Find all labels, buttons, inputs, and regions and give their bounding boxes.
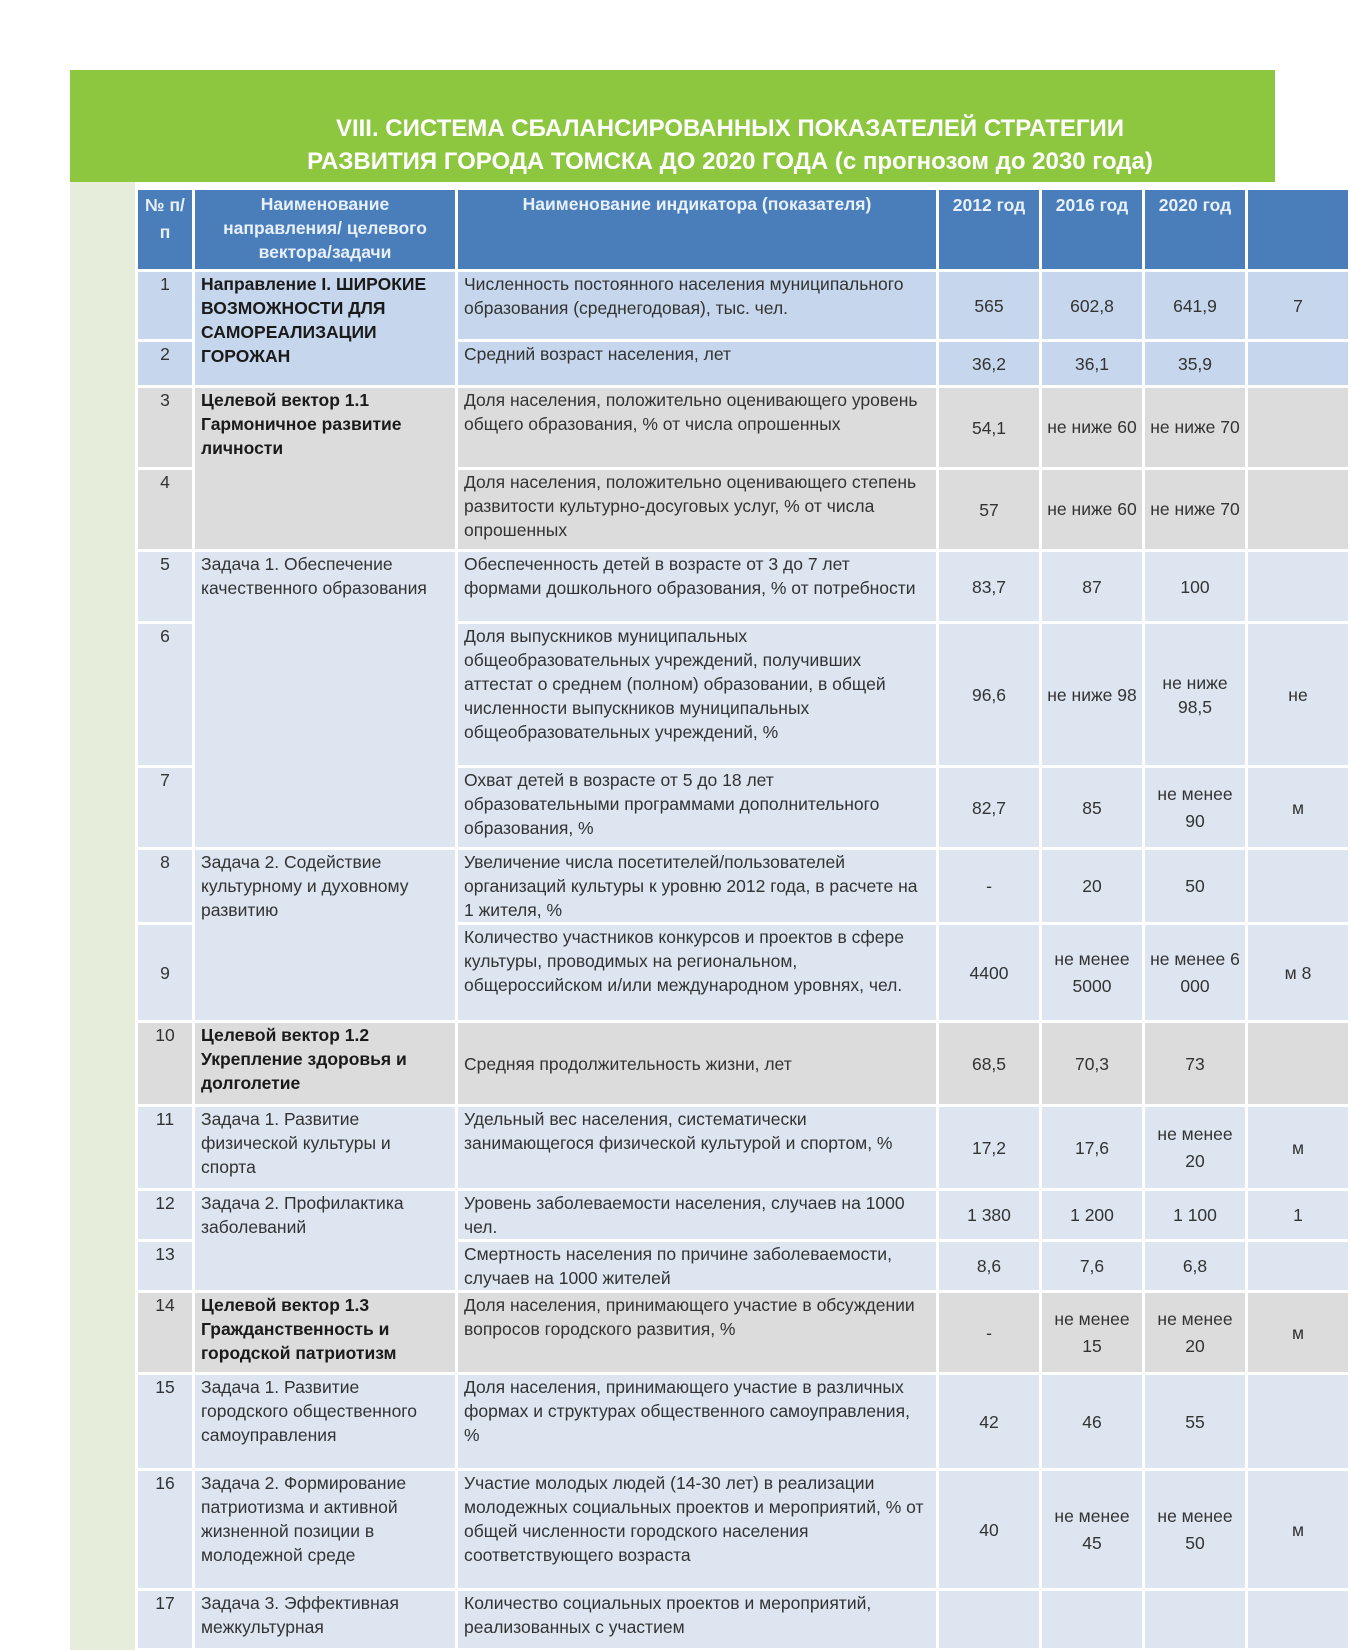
row-direction: Задача 1. Развитие городского общественного самоуправления	[194, 1374, 457, 1470]
row-indicator: Уровень заболеваемости населения, случаев на 1000 чел.	[457, 1190, 938, 1241]
row-2012	[938, 1590, 1041, 1650]
row-2030	[1247, 849, 1350, 924]
row-num: 6	[137, 623, 194, 767]
row-direction: Целевой вектор 1.3 Гражданственность и городской патриотизм	[194, 1292, 457, 1374]
row-2012: 82,7	[938, 767, 1041, 849]
table-row	[137, 551, 1350, 623]
row-2030: м	[1247, 1106, 1350, 1190]
row-direction: Задача 1. Обеспечение качественного образования	[194, 551, 457, 849]
row-2012: 96,6	[938, 623, 1041, 767]
indicators-table-wrapper	[135, 187, 1312, 1650]
table-row	[137, 1106, 1350, 1190]
row-2020: не ниже 70	[1144, 469, 1247, 551]
row-2020: 50	[1144, 849, 1247, 924]
row-2030: м	[1247, 1292, 1350, 1374]
page-title-line-2: РАЗВИТИЯ ГОРОДА ТОМСКА ДО 2020 ГОДА (с прогнозом до 2030 года)	[307, 148, 1153, 175]
col-header-2020: 2020 год	[1144, 189, 1247, 271]
row-indicator: Доля населения, принимающего участие в различных формах и структурах общественного самоуправления, %	[457, 1374, 938, 1470]
col-header-2012: 2012 год	[938, 189, 1041, 271]
row-direction: Задача 3. Эффективная межкультурная	[194, 1590, 457, 1650]
col-header-2030	[1247, 189, 1350, 271]
table-row	[137, 1374, 1350, 1470]
row-2016: 70,3	[1041, 1022, 1144, 1106]
row-num: 8	[137, 849, 194, 924]
row-num: 11	[137, 1106, 194, 1190]
col-header-indicator: Наименование индикатора (показателя)	[457, 189, 938, 271]
row-indicator: Охват детей в возрасте от 5 до 18 лет образовательными программами дополнительного образования, %	[457, 767, 938, 849]
row-2012: 54,1	[938, 387, 1041, 469]
row-2012: 42	[938, 1374, 1041, 1470]
side-strip	[70, 182, 135, 1650]
row-indicator: Обеспеченность детей в возрасте от 3 до 7 лет формами дошкольного образования, % от потребности	[457, 551, 938, 623]
row-2020: 35,9	[1144, 341, 1247, 387]
row-2020: 6,8	[1144, 1241, 1247, 1292]
row-direction: Задача 1. Развитие физической культуры и спорта	[194, 1106, 457, 1190]
row-2016: 20	[1041, 849, 1144, 924]
row-2020: не менее 50	[1144, 1470, 1247, 1590]
row-2016: 46	[1041, 1374, 1144, 1470]
row-direction: Задача 2. Профилактика заболеваний	[194, 1190, 457, 1292]
row-2016: 17,6	[1041, 1106, 1144, 1190]
row-num: 17	[137, 1590, 194, 1650]
col-header-2016: 2016 год	[1041, 189, 1144, 271]
header-row	[137, 189, 1350, 271]
row-2016: не ниже 98	[1041, 623, 1144, 767]
table-row	[137, 1590, 1350, 1650]
indicators-table	[135, 187, 1351, 1651]
row-2030: 1	[1247, 1190, 1350, 1241]
table-row	[137, 1022, 1350, 1106]
row-2020: не менее 20	[1144, 1106, 1247, 1190]
row-indicator: Смертность населения по причине заболеваемости, случаев на 1000 жителей	[457, 1241, 938, 1292]
row-indicator: Средний возраст населения, лет	[457, 341, 938, 387]
row-indicator: Количество участников конкурсов и проектов в сфере культуры, проводимых на региональном, общероссийском и/или международном уровнях, чел.	[457, 924, 938, 1022]
row-num: 13	[137, 1241, 194, 1292]
row-num: 12	[137, 1190, 194, 1241]
row-2030: 7	[1247, 271, 1350, 341]
row-2012: -	[938, 849, 1041, 924]
row-2016: не менее 15	[1041, 1292, 1144, 1374]
row-2030	[1247, 1241, 1350, 1292]
row-direction: Задача 2. Содействие культурному и духовному развитию	[194, 849, 457, 1022]
table-row	[137, 849, 1350, 924]
row-2020: не менее 20	[1144, 1292, 1247, 1374]
row-2020: 73	[1144, 1022, 1247, 1106]
row-2012: 36,2	[938, 341, 1041, 387]
row-2016: не менее 5000	[1041, 924, 1144, 1022]
row-num: 1	[137, 271, 194, 341]
row-direction: Целевой вектор 1.2 Укрепление здоровья и долголетие	[194, 1022, 457, 1106]
col-header-direction: Наименование направления/ целевого вектора/задачи	[194, 189, 457, 271]
row-num: 10	[137, 1022, 194, 1106]
row-2020: 55	[1144, 1374, 1247, 1470]
row-2020: 641,9	[1144, 271, 1247, 341]
row-2012: 57	[938, 469, 1041, 551]
row-2012: 4400	[938, 924, 1041, 1022]
row-2012: -	[938, 1292, 1041, 1374]
row-indicator: Доля выпускников муниципальных общеобразовательных учреждений, получивших аттестат о среднем (полном) образовании, в общей численности выпускников муниципальных общеобразовательных учреждений, %	[457, 623, 938, 767]
row-num: 15	[137, 1374, 194, 1470]
table-row	[137, 1190, 1350, 1241]
row-2012: 40	[938, 1470, 1041, 1590]
row-2020: не ниже 70	[1144, 387, 1247, 469]
row-2030: не	[1247, 623, 1350, 767]
row-indicator: Количество социальных проектов и мероприятий, реализованных с участием	[457, 1590, 938, 1650]
row-direction: Задача 2. Формирование патриотизма и активной жизненной позиции в молодежной среде	[194, 1470, 457, 1590]
row-2016: не ниже 60	[1041, 469, 1144, 551]
row-2030	[1247, 1374, 1350, 1470]
row-2016	[1041, 1590, 1144, 1650]
row-2030: м	[1247, 767, 1350, 849]
row-indicator: Доля населения, положительно оценивающего уровень общего образования, % от числа опрошенных	[457, 387, 938, 469]
row-2020: не менее 6 000	[1144, 924, 1247, 1022]
row-2030	[1247, 469, 1350, 551]
row-num: 3	[137, 387, 194, 469]
page-title-line-1: VIII. СИСТЕМА СБАЛАНСИРОВАННЫХ ПОКАЗАТЕЛЕЙ СТРАТЕГИИ	[335, 115, 1125, 142]
row-indicator: Удельный вес населения, систематически занимающегося физической культурой и спортом, %	[457, 1106, 938, 1190]
table-row	[137, 1470, 1350, 1590]
row-2020: не менее 90	[1144, 767, 1247, 849]
row-2012: 8,6	[938, 1241, 1041, 1292]
row-2020: 100	[1144, 551, 1247, 623]
row-indicator: Участие молодых людей (14-30 лет) в реализации молодежных социальных проектов и мероприятий, % от общей численности городского населения соответствующего возраста	[457, 1470, 938, 1590]
row-indicator: Средняя продолжительность жизни, лет	[457, 1022, 938, 1106]
row-indicator: Доля населения, положительно оценивающего степень развитости культурно-досуговых услуг, % от числа опрошенных	[457, 469, 938, 551]
row-2030: м	[1247, 1470, 1350, 1590]
row-2012: 17,2	[938, 1106, 1041, 1190]
row-num: 2	[137, 341, 194, 387]
row-num: 16	[137, 1470, 194, 1590]
col-header-num: № п/п	[137, 189, 194, 271]
row-num: 5	[137, 551, 194, 623]
row-2012: 1 380	[938, 1190, 1041, 1241]
row-num: 7	[137, 767, 194, 849]
row-2016: 85	[1041, 767, 1144, 849]
table-row	[137, 271, 1350, 341]
table-row	[137, 1292, 1350, 1374]
row-num: 14	[137, 1292, 194, 1374]
row-indicator: Доля населения, принимающего участие в обсуждении вопросов городского развития, %	[457, 1292, 938, 1374]
table-row	[137, 387, 1350, 469]
page-title	[230, 112, 1230, 178]
row-2012: 565	[938, 271, 1041, 341]
row-indicator: Увеличение числа посетителей/пользователей организаций культуры к уровню 2012 года, в расчете на 1 жителя, %	[457, 849, 938, 924]
row-2030	[1247, 551, 1350, 623]
row-direction: Целевой вектор 1.1 Гармоничное развитие личности	[194, 387, 457, 551]
row-2016: не ниже 60	[1041, 387, 1144, 469]
row-2016: 602,8	[1041, 271, 1144, 341]
row-2030: м 8	[1247, 924, 1350, 1022]
row-2020	[1144, 1590, 1247, 1650]
row-num: 4	[137, 469, 194, 551]
row-num: 9	[137, 924, 194, 1022]
row-2016: 7,6	[1041, 1241, 1144, 1292]
row-2030	[1247, 341, 1350, 387]
row-2030	[1247, 387, 1350, 469]
row-2016: 1 200	[1041, 1190, 1144, 1241]
row-2020: не ниже 98,5	[1144, 623, 1247, 767]
row-2012: 68,5	[938, 1022, 1041, 1106]
row-2030	[1247, 1590, 1350, 1650]
row-indicator: Численность постоянного населения муниципального образования (среднегодовая), тыс. чел.	[457, 271, 938, 341]
row-direction: Направление I. ШИРОКИЕ ВОЗМОЖНОСТИ ДЛЯ САМОРЕАЛИЗАЦИИ ГОРОЖАН	[194, 271, 457, 387]
row-2012: 83,7	[938, 551, 1041, 623]
row-2016: 87	[1041, 551, 1144, 623]
row-2016: 36,1	[1041, 341, 1144, 387]
row-2030	[1247, 1022, 1350, 1106]
row-2020: 1 100	[1144, 1190, 1247, 1241]
row-2016: не менее 45	[1041, 1470, 1144, 1590]
